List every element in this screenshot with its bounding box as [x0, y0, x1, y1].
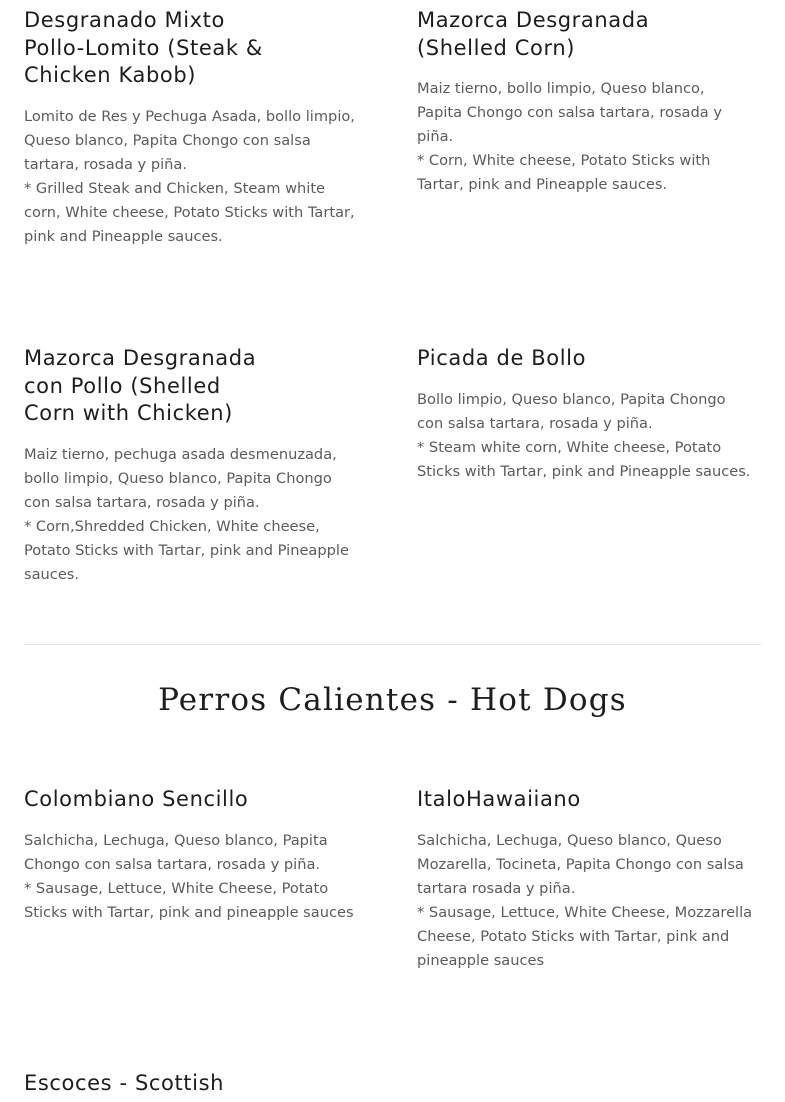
menu-item-description: Salchicha, Lechuga, Queso blanco, Queso Mozarella, Tocineta, Papita Chongo con salsa tartara rosada y piña. * Sausage, Lettuce, White Cheese, Mozzarella Cheese, Potato Sticks with Tartar, pink and pineapple sauces [417, 831, 753, 969]
section-divider [24, 644, 761, 645]
menu-item [24, 345, 369, 587]
menu-item [24, 1070, 369, 1098]
menu-item-description: Lomito de Res y Pechuga Asada, bollo limpio, Queso blanco, Papita Chongo con salsa tartara, rosada y piña. * Grilled Steak and Chicken, Steam white corn, White cheese, Potato Sticks with Tartar, pink and Pineapple sauces. [24, 107, 355, 245]
menu-item [24, 786, 369, 925]
menu-item-description: Salchicha, Lechuga, Queso blanco, Papita Chongo con salsa tartara, rosada y piña. * Sausage, Lettuce, White Cheese, Potato Sticks with Tartar, pink and pineapple sauces [24, 831, 354, 921]
menu-item-title: Escoces - Scottish [24, 1071, 225, 1095]
menu-item [24, 7, 369, 249]
menu-item-description: Maiz tierno, pechuga asada desmenuzada, bollo limpio, Queso blanco, Papita Chongo con salsa tartara, rosada y piña. * Corn,Shredded Chicken, White cheese, Potato Sticks with Tartar, pink and Pineapple sauces. [24, 445, 349, 583]
menu-item [417, 786, 767, 973]
menu-item-description: Maiz tierno, bollo limpio, Queso blanco, Papita Chongo con salsa tartara, rosada y piña. * Corn, White cheese, Potato Sticks with Tartar, pink and Pineapple sauces. [417, 80, 722, 193]
menu-item-title: Picada de Bollo [417, 346, 587, 370]
menu-item [417, 345, 767, 484]
menu-item-title: Colombiano Sencillo [24, 787, 249, 811]
menu-item-title: Mazorca Desgranada con Pollo (Shelled Corn with Chicken) [24, 346, 257, 425]
menu-item-title: ItaloHawaiiano [417, 787, 581, 811]
section-title: Perros Calientes - Hot Dogs [158, 682, 627, 718]
menu-item-description: Bollo limpio, Queso blanco, Papita Chongo con salsa tartara, rosada y piña. * Steam white corn, White cheese, Potato Sticks with Tartar, pink and Pineapple sauces. [417, 390, 751, 480]
menu-item-title: Mazorca Desgranada (Shelled Corn) [417, 8, 650, 60]
menu-item [417, 7, 762, 197]
menu-item-title: Desgranado Mixto Pollo-Lomito (Steak & Chicken Kabob) [24, 8, 263, 87]
